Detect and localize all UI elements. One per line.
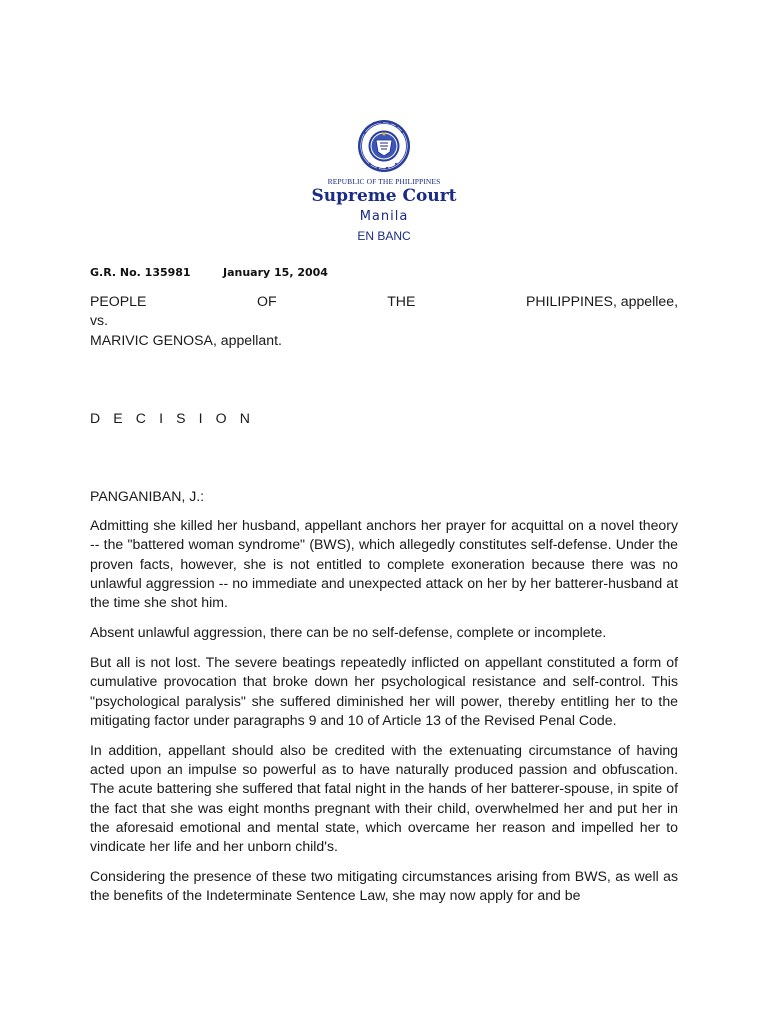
body-paragraph: Considering the presence of these two mitigating circumstances arising from BWS, as well as the benefits of the Indeterminate Sentence Law, she may now apply for and be bbox=[90, 868, 678, 904]
gr-number: G.R. No. 135981 bbox=[90, 266, 191, 279]
court-division: EN BANC bbox=[357, 229, 411, 243]
republic-heading: REPUBLIC OF THE PHILIPPINES bbox=[327, 177, 441, 186]
body-paragraph: Admitting she killed her husband, appellant anchors her prayer for acquittal on a novel theory -- the "battered woman syndrome" (BWS), which allegedly constitutes self-defense. Under the proven facts, however, she is not entitled to complete exoneration because there was no unlawful aggression -- no immediate and unexpected attack on her by her batterer-husband at the time she shot him. bbox=[90, 517, 678, 611]
decision-date: January 15, 2004 bbox=[223, 266, 328, 279]
court-city: Manila bbox=[359, 209, 409, 224]
ponente: PANGANIBAN, J.: bbox=[90, 488, 205, 504]
body-paragraph: But all is not lost. The severe beatings repeatedly inflicted on appellant constituted a form of cumulative provocation that broke down her psychological resistance and self-control. This "psychological paralysis" she suffered diminished her will power, thereby entitling her to the mitigating factor under paragraphs 9 and 10 of Article 13 of the Revised Penal Code. bbox=[90, 653, 678, 728]
party-word: OF bbox=[257, 293, 277, 309]
versus-label: vs. bbox=[90, 312, 109, 329]
court-name: Supreme Court bbox=[311, 186, 457, 206]
party-word: THE bbox=[387, 293, 416, 309]
party-word: PEOPLE bbox=[90, 293, 147, 309]
body-paragraph: Absent unlawful aggression, there can be no self-defense, complete or incomplete. bbox=[90, 624, 607, 641]
party-word: PHILIPPINES, appellee, bbox=[526, 293, 678, 309]
case-parties bbox=[90, 292, 678, 350]
body-paragraph: In addition, appellant should also be credited with the extenuating circumstance of having acted upon an impulse so powerful as to have naturally produced passion and obfuscation. The acute battering she suffered that fatal night in the hands of her batterer-spouse, in spite of the fact that she was eight months pregnant with their child, overwhelmed her and put her in the aforesaid emotional and mental state, which overcame her reason and impelled her to vindicate her life and her unborn child's. bbox=[90, 741, 678, 855]
supreme-court-seal-icon bbox=[357, 118, 411, 174]
decision-title: D E C I S I O N bbox=[90, 410, 255, 426]
parties-line-appellee bbox=[90, 292, 678, 311]
decision-body bbox=[90, 516, 678, 916]
case-reference bbox=[90, 266, 328, 279]
appellant-name: MARIVIC GENOSA, appellant. bbox=[90, 331, 282, 348]
